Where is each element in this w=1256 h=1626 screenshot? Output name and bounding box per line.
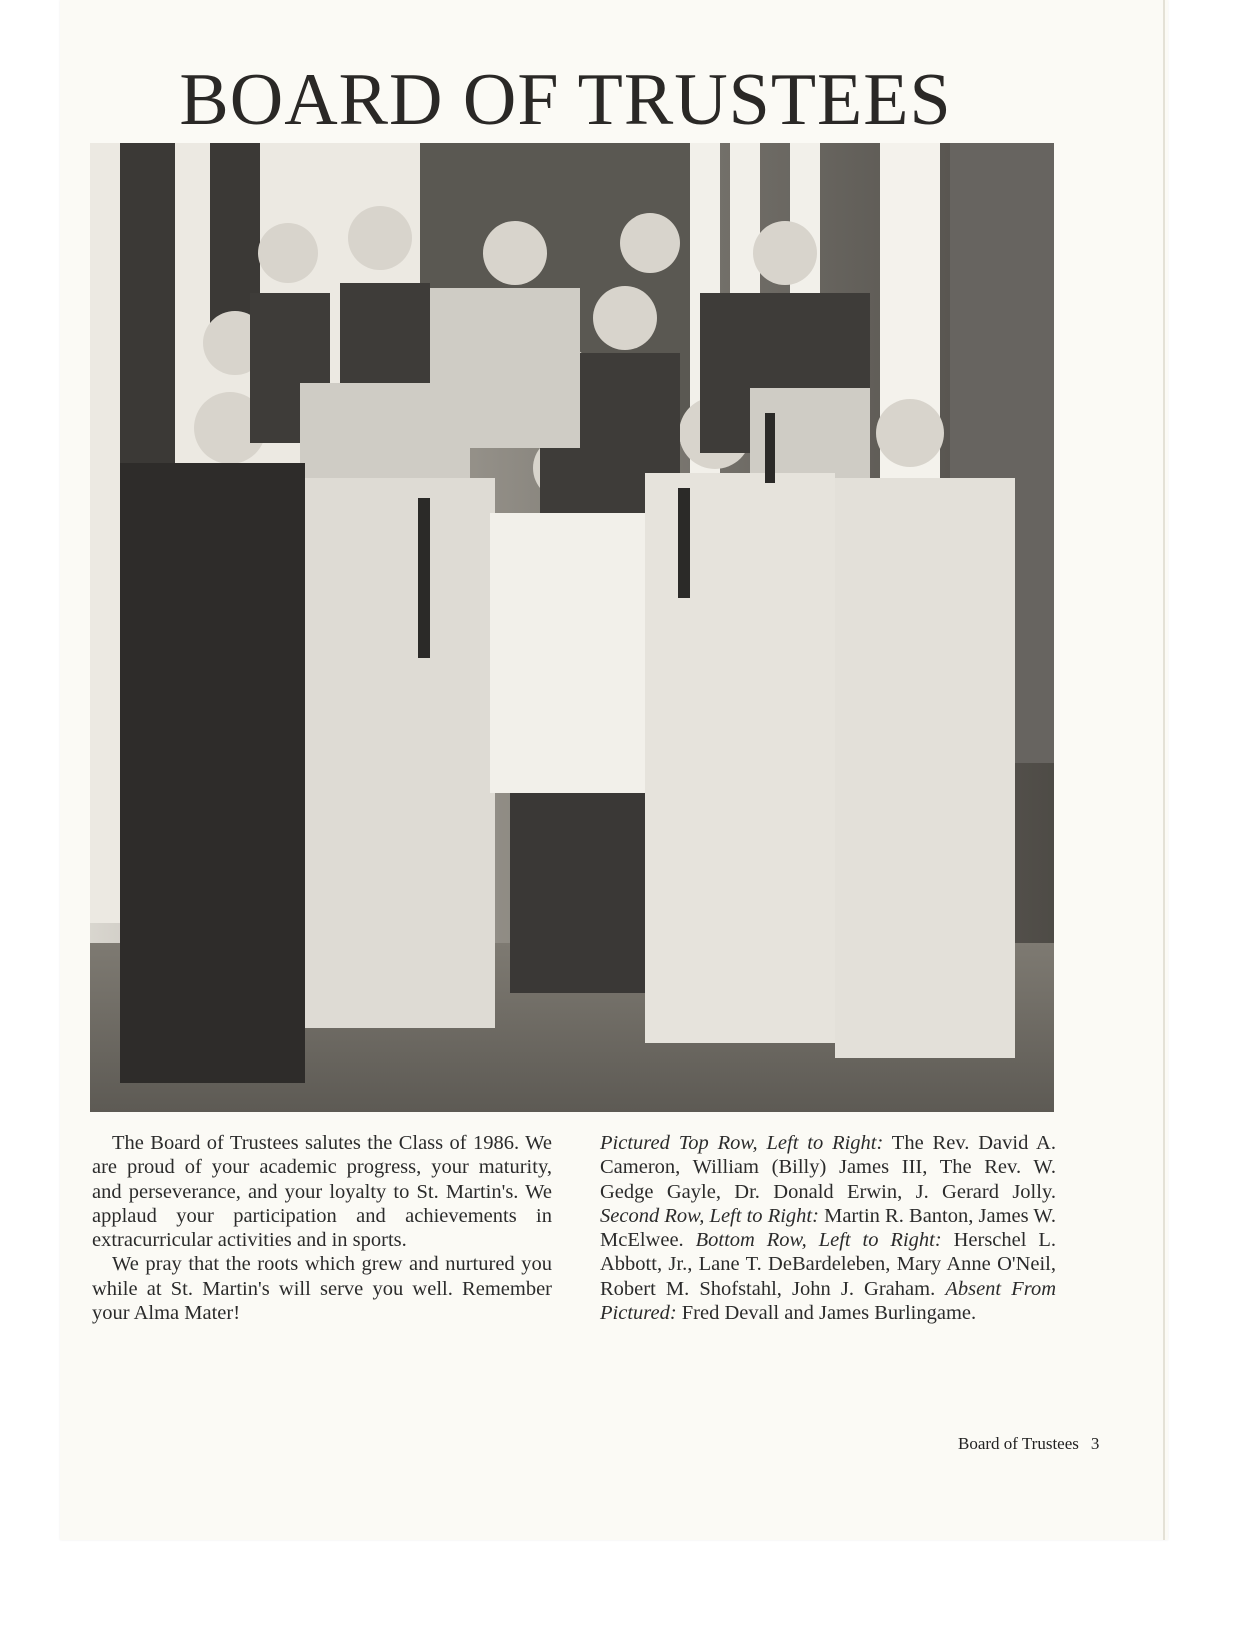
- caption-bottom-names: Herschel L. Abbott, Jr., Lane T. DeBardeleben, Mary Anne O'Neil, Robert M. Shofstahl, John J. Graham.: [600, 1229, 1057, 1300]
- page-footer: [958, 1434, 1099, 1454]
- page-title: BOARD OF TRUSTEES: [179, 59, 952, 141]
- group-photo: [90, 143, 1054, 1112]
- caption-absent-names: Fred Devall and James Burlingame.: [676, 1302, 977, 1325]
- caption-absent-label: Absent From Pictured:: [600, 1277, 1057, 1325]
- page-number: 3: [1090, 1434, 1100, 1453]
- footer-section: Board of Trustees: [958, 1434, 1079, 1453]
- caption-second-names: Martin R. Banton, James W. McElwee.: [600, 1204, 1056, 1252]
- photo-caption: [600, 1131, 1056, 1325]
- caption-bottom-label: Bottom Row, Left to Right:: [695, 1229, 942, 1252]
- caption-paragraph: [600, 1131, 1056, 1325]
- page-edge: [1163, 0, 1165, 1540]
- intro-paragraph-2: We pray that the roots which grew and nurtured you while at St. Martin's will serve you well. Remember your Alma Mater!: [92, 1253, 552, 1325]
- intro-text: [92, 1131, 552, 1325]
- caption-top-names: The Rev. David A. Cameron, William (Billy) James III, The Rev. W. Gedge Gayle, Dr. Donald Erwin, J. Gerard Jolly.: [600, 1132, 1056, 1203]
- intro-paragraph-1: The Board of Trustees salutes the Class of 1986. We are proud of your academic progress, your maturity, and perseverance, and your loyalty to St. Martin's. We applaud your participation and achievements in extracurricular activities and in sports.: [92, 1132, 552, 1252]
- caption-second-label: Second Row, Left to Right:: [600, 1204, 819, 1227]
- caption-top-label: Pictured Top Row, Left to Right:: [600, 1132, 884, 1154]
- group-photo-image: [90, 143, 1054, 1112]
